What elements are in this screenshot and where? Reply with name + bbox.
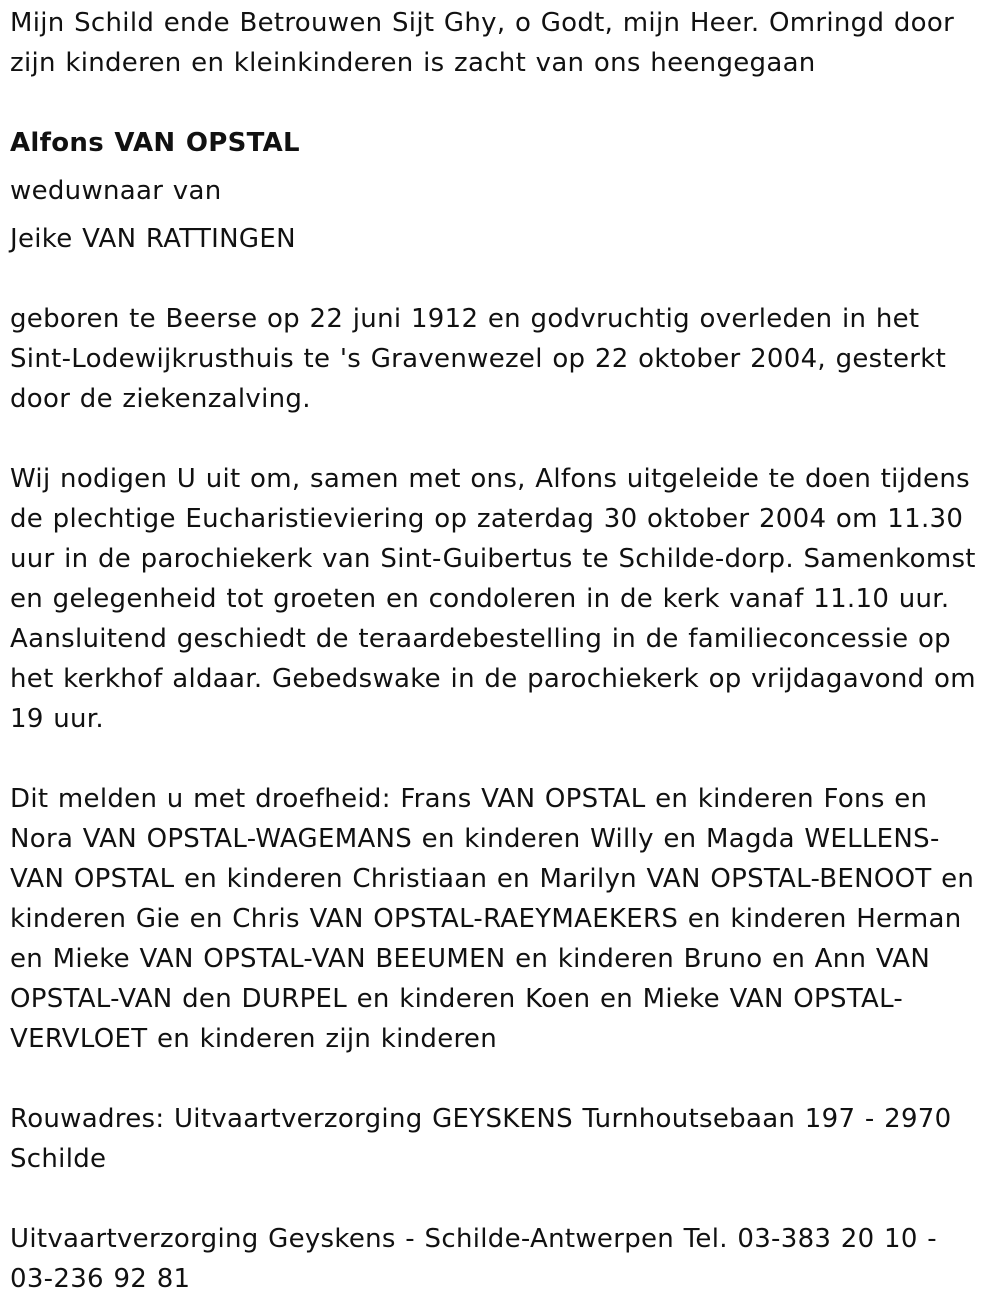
intro-text: Mijn Schild ende Betrouwen Sijt Ghy, o Godt, mijn Heer. Omringd door zijn kinderen en kleinkinderen is zacht van ons heengegaan: [10, 8, 955, 78]
undertaker-text: Uitvaartverzorging Geyskens - Schilde-Antwerpen Tel. 03-383 20 10 - 03-236 92 81: [10, 1224, 937, 1294]
birth-death-text: geboren te Beerse op 22 juni 1912 en godvruchtig overleden in het Sint-Lodewijkrusthuis te 's Gravenwezel op 22 oktober 2004, gesterkt door de ziekenzalving.: [10, 304, 947, 414]
family-text: Dit melden u met droefheid: Frans VAN OPSTAL en kinderen Fons en Nora VAN OPSTAL-WAGEMANS en kinderen Willy en Magda WELLENS-VAN OPSTAL en kinderen Christiaan en Marilyn VAN OPSTAL-BENOOT en kinderen Gie en Chris VAN OPSTAL-RAEYMAEKERS en kinderen Herman en Mieke VAN OPSTAL-VAN BEEUMEN en kinderen Bruno en Ann VAN OPSTAL-VAN den DURPEL en kinderen Koen en Mieke VAN OPSTAL-VERVLOET en kinderen zijn kinderen: [10, 784, 975, 1054]
invitation-text: Wij nodigen U uit om, samen met ons, Alfons uitgeleide te doen tijdens de plechtige Eucharistieviering op zaterdag 30 oktober 2004 om 11.30 uur in de parochiekerk van Sint-Guibertus te Schilde-dorp. Samenkomst en gelegenheid tot groeten en condoleren in de kerk vanaf 11.10 uur. Aansluitend geschiedt de teraardebestelling in de familieconcessie op het kerkhof aldaar. Gebedswake in de parochiekerk op vrijdagavond om 19 uur.: [10, 464, 976, 734]
spouse-name: Jeike VAN RATTINGEN: [10, 224, 296, 254]
relation-text: weduwnaar van: [10, 176, 222, 206]
obituary-document: [10, 3, 980, 1299]
deceased-name: Alfons VAN OPSTAL: [10, 128, 300, 158]
address-text: Rouwadres: Uitvaartverzorging GEYSKENS Turnhoutsebaan 197 - 2970 Schilde: [10, 1104, 952, 1174]
